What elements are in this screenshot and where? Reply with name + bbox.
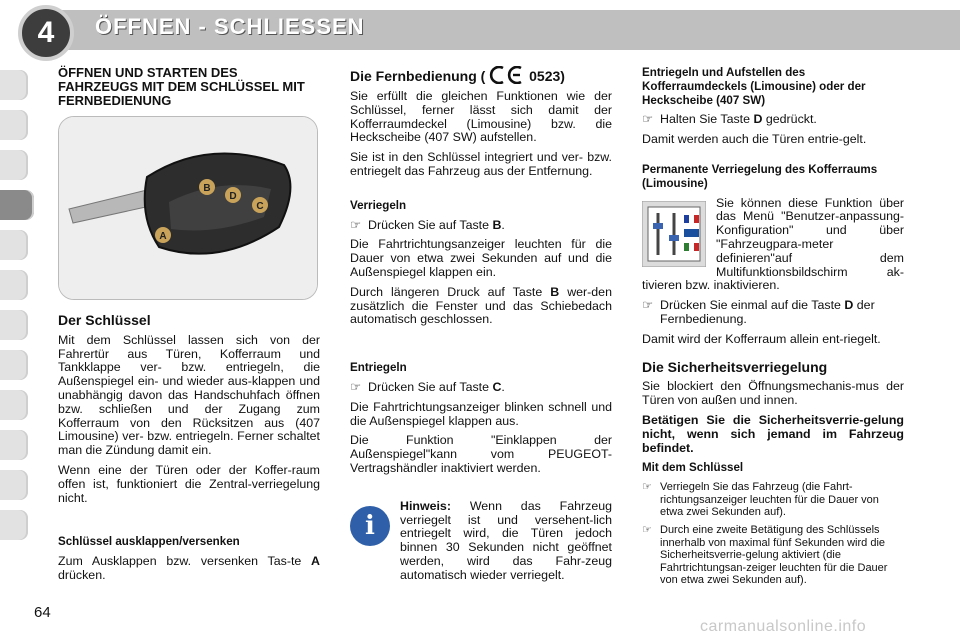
verriegeln-title: Verriegeln — [350, 198, 407, 212]
key-ref: B — [550, 284, 560, 299]
chapter-tab[interactable] — [0, 350, 28, 380]
chapter-tab[interactable] — [0, 310, 28, 340]
phone-hand-bullet-icon: ☞ — [350, 379, 362, 394]
text: Halten Sie Taste — [660, 112, 751, 127]
chapter-badge — [18, 5, 74, 61]
paragraph: Wenn eine der Türen oder der Koffer-raum offen ist, funktioniert die Zentral-verriegelung nicht. — [58, 462, 320, 505]
page-title: ÖFFNEN - SCHLIESSEN — [95, 14, 365, 39]
text: Zum Ausklappen bzw. versenken Tas-te — [58, 554, 302, 569]
paragraph: Damit werden auch die Türen entrie-gelt. — [642, 132, 867, 147]
paragraph: Sie erfüllt die gleichen Funktionen wie der Schlüssel, ferner lässt sich damit der Kofferraumdeckel (Limousine) bzw. die Heckscheibe (407 SW) aufstellen. — [350, 89, 612, 145]
list-item — [642, 481, 904, 518]
phone-hand-bullet-icon: ☞ — [642, 298, 654, 313]
hinweis-text — [400, 500, 612, 583]
text: Drücken Sie auf Taste — [368, 217, 489, 232]
mit-title: Mit dem Schlüssel — [642, 461, 744, 475]
paragraph: Sie können diese Funktion über das Menü "Benutzer-anpassung-Konfiguration" und über "Fahrzeugpara-meter definieren"auf dem Multifunktionsbildschirm ak-tivieren bzw. inaktivieren. — [642, 195, 904, 293]
chapter-number: 4 — [37, 16, 55, 49]
schluessel-title: Der Schlüssel — [58, 312, 151, 328]
hinweis-label: Hinweis: — [400, 498, 451, 513]
key-ref: C — [492, 379, 502, 394]
info-icon: i — [350, 506, 390, 546]
list-item — [642, 524, 904, 586]
chapter-tab[interactable] — [0, 510, 28, 540]
chapter-tab[interactable] — [0, 70, 28, 100]
key-label-c: C — [256, 201, 264, 212]
bullet-text: Drücken Sie auf Taste C. — [368, 379, 505, 394]
text: Drücken Sie auf Taste — [368, 379, 489, 394]
bullet-text: Drücken Sie auf Taste B. — [368, 217, 505, 232]
settings-sliders-icon — [642, 201, 706, 267]
chapter-tabs — [0, 70, 34, 550]
phone-hand-bullet-icon: ☞ — [350, 217, 362, 232]
title-text: Die Fernbedienung ( — [350, 68, 486, 84]
list-item — [642, 113, 904, 127]
page-header — [0, 0, 960, 62]
chapter-tab[interactable] — [0, 110, 28, 140]
chapter-tab[interactable] — [0, 390, 28, 420]
chapter-tab[interactable] — [0, 470, 28, 500]
phone-hand-bullet-icon: ☞ — [642, 481, 652, 494]
paragraph: Sie ist in den Schlüssel integriert und ver- bzw. entriegelt das Fahrzeug aus der Entfernung. — [350, 150, 612, 178]
perm-block — [642, 197, 904, 294]
phone-hand-bullet-icon: ☞ — [642, 112, 654, 127]
ce-mark-icon — [489, 66, 525, 84]
paragraph — [58, 555, 320, 583]
list-item — [350, 219, 612, 233]
chapter-tab[interactable] — [0, 270, 28, 300]
paragraph: Die Fahrtrichtungsanzeiger blinken schnell und die Außenspiegel klappen aus. — [350, 399, 612, 428]
list-item — [350, 381, 612, 395]
hinweis-note — [350, 500, 612, 583]
paragraph: Damit wird der Kofferraum allein ent-riegelt. — [642, 331, 881, 346]
text: Drücken Sie einmal auf die Taste — [660, 298, 841, 313]
klapp-title: Schlüssel ausklappen/versenken — [58, 535, 240, 549]
column-3 — [642, 66, 904, 592]
warning-paragraph: Betätigen Sie die Sicherheitsverrie-gelung nicht, wenn sich jemand im Fahrzeug befindet. — [642, 412, 904, 455]
title-text: 0523) — [529, 68, 565, 84]
key-ref: B — [492, 217, 502, 232]
key-ref: D — [844, 298, 854, 313]
key-ref: A — [311, 554, 320, 569]
key-label-d: D — [229, 191, 237, 202]
paragraph: Mit dem Schlüssel lassen sich von der Fahrertür aus Türen, Kofferraum und Tankklappe ver- bzw. entriegeln, die Außenspiegel ein- und wieder aus-klappen und unabhängig davon das Handschuhfach öffnen bzw. schließen und der Zugang zum Kofferraum von den Rücksitzen aus (407 Limousine) ver- bzw. entriegeln. Ferner schaltet man die Zündung damit ein. — [58, 332, 320, 458]
bullet-text: Durch eine zweite Betätigung des Schlüssels innerhalb von maximal fünf Sekunden wird die Sicherheitsverrie-gelung aktiviert (die Fahrtrichtungsan-zeiger leuchten für die Dauer von etwa zwei Sekunden auf). — [660, 524, 888, 586]
watermark: carmanualsonline.info — [700, 618, 867, 635]
text: Wenn das Fahrzeug verriegelt ist und versehent-lich entriegelt wird, die Türen jedoch binnen 30 Sekunden nicht geöffnet werden, wird das Fahr-zeug automatisch wieder verriegelt. — [400, 498, 612, 582]
text: drücken. — [58, 567, 106, 582]
text: wer-den zusätzlich die Fenster und das Schiebedach automatisch geschlossen. — [350, 284, 612, 327]
bullet-text — [660, 113, 817, 127]
paragraph: Sie blockiert den Öffnungsmechanis-mus der Türen von außen und innen. — [642, 379, 904, 408]
aufstellen-title: Entriegeln und Aufstellen des Kofferraumdeckels (Limousine) oder der Heckscheibe (407 SW) — [642, 66, 866, 107]
chapter-tab[interactable] — [0, 430, 28, 460]
text: gedrückt. — [765, 112, 817, 127]
bullet-text — [660, 299, 904, 327]
paragraph: Die Funktion "Einklappen der Außenspiegel"kann vom PEUGEOT-Vertragshändler inaktiviert werden. — [350, 433, 612, 475]
key-photo — [58, 116, 318, 300]
list-item — [642, 299, 904, 327]
remote-key-illustration — [59, 117, 317, 299]
entriegeln-title: Entriegeln — [350, 361, 407, 375]
phone-hand-bullet-icon: ☞ — [642, 524, 652, 537]
paragraph — [350, 286, 612, 327]
key-label-b: B — [203, 183, 211, 194]
page-number: 64 — [34, 604, 51, 621]
key-ref: D — [753, 112, 763, 127]
chapter-tab[interactable] — [0, 150, 28, 180]
fernbedienung-title — [350, 66, 612, 84]
section-heading: ÖFFNEN UND STARTEN DES FAHRZEUGS MIT DEM SCHLÜSSEL MIT FERNBEDIENUNG — [58, 65, 305, 108]
chapter-tab[interactable] — [0, 230, 28, 260]
bullet-text: Verriegeln Sie das Fahrzeug (die Fahrt-richtungsanzeiger leuchten für die Dauer von etwa zwei Sekunden auf). — [660, 481, 879, 518]
perm-title: Permanente Verriegelung des Kofferraums (Limousine) — [642, 162, 878, 190]
sicherheit-title: Die Sicherheitsverriegelung — [642, 358, 828, 375]
chapter-tab-active[interactable] — [0, 190, 34, 220]
text: der Fernbedienung. — [660, 298, 875, 326]
column-1 — [58, 66, 320, 589]
paragraph: Die Fahrtrichtungsanzeiger leuchten für die Dauer von etwa zwei Sekunden auf und die Außenspiegel klappen ein. — [350, 237, 612, 279]
key-label-a: A — [159, 231, 167, 242]
text: Durch längeren Druck auf Taste — [350, 284, 543, 299]
column-2 — [350, 66, 612, 583]
